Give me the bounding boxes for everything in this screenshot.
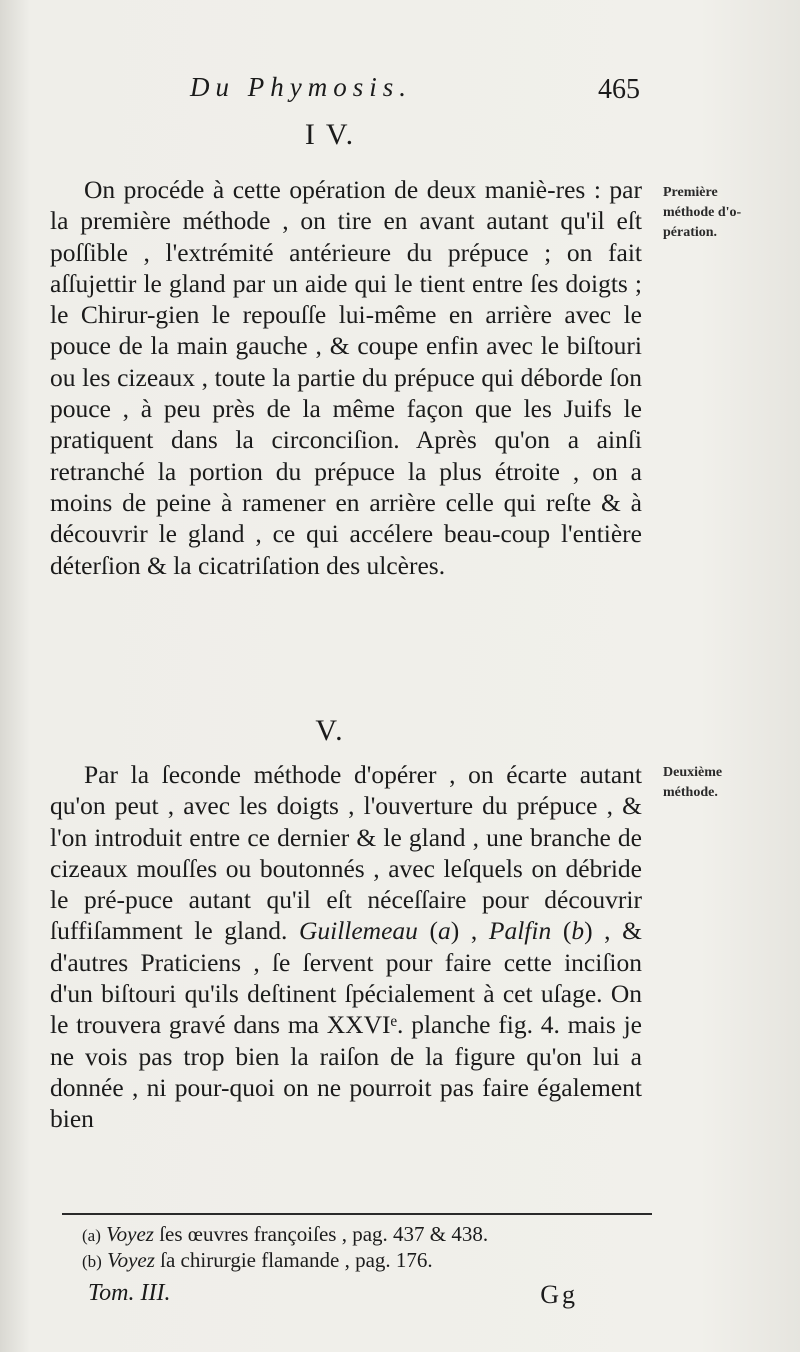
author-name-guillemeau: Guillemeau [298,916,418,946]
volume-mark: Tom. III. [88,1280,171,1306]
footnote-text: ſa chirurgie flamande , pag. 176. [154,1248,433,1272]
footnotes [82,1222,642,1274]
page-header [190,72,640,112]
footnote-a [82,1222,642,1248]
section-iv-paragraph [50,174,642,581]
footnote-b [82,1248,642,1274]
section-v-paragraph [50,759,642,1135]
text-run: ) , & d'autres Praticiens , ſe ſervent pour faire cette inciſion d'un biſtouri qu'ils deſtinent ſpécialement à cet uſage. On le trouvera gravé dans ma XXVIᵉ. planche fig. 4. mais je ne vois pas trop bien la raiſon de la figure qu'on lui a donnée , ni pour-quoi on ne pourroit pas faire également bien [50,916,642,1134]
footnote-divider [62,1213,652,1215]
text-run: ) , [450,916,489,946]
text-run: Par la ſeconde méthode d'opérer , on écarte autant qu'on peut , avec les doigts , l'ouverture du prépuce , & l'on introduit entre ce dernier & le gland , une branche de cizeaux mouſſes ou boutonnés , avec leſquels on débride le pré-puce autant qu'il eſt néceſſaire pour découvrir ſuffiſamment le gland. [50,760,642,946]
sidenote-line: méthode. [663,785,718,800]
footnote-voyez: Voyez [107,1248,155,1272]
text-run: ( [417,916,439,946]
footnote-mark: (b) [82,1252,102,1271]
signature-mark: Gg [540,1280,578,1309]
sidenote-premiere-methode [663,183,798,243]
footnote-voyez: Voyez [106,1222,154,1246]
section-heading-iv: I V. [304,118,356,151]
section-heading-v: V. [315,714,345,747]
author-name-palfin: Palfin [488,916,552,946]
footnote-text: ſes œuvres françoiſes , pag. 437 & 438. [153,1222,489,1246]
text-run: On procéde à cette opération de deux maniè-res : par la première méthode , on tire en avant autant qu'il eſt poſſible , l'extrémité antérieure du prépuce ; on fait aſſujettir le gland par un aide qui le tient entre ſes doigts ; le Chirur-gien le repouſſe lui-même en arrière avec le pouce de la main gauche , & coupe enfin avec le biſtouri ou les cizeaux , toute la partie du prépuce qui déborde ſon pouce , à peu près de la même façon que les Juifs le pratiquent dans la circonciſion. Après qu'on a ainſi retranché la portion du prépuce la plus étroite , on a moins de peine à ramener en arrière celle qui reſte & à découvrir le gland , ce qui accélere beau-coup l'entière déterſion & la cicatriſation des ulcères. [50,175,642,580]
sidenote-deuxieme-methode [663,763,798,803]
footnote-mark: (a) [82,1226,101,1245]
footnote-ref-b: b [571,916,585,946]
sidenote-line: Première [663,185,718,200]
page-number: 465 [598,74,640,105]
sidenote-line: méthode d'o- [663,205,742,220]
running-title: Du Phymosis. [190,72,412,102]
sidenote-line: Deuxième [663,765,723,780]
page-footer [88,1280,588,1312]
footnote-ref-a: a [438,916,451,946]
text-run: ( [551,916,572,946]
sidenote-line: pération. [663,225,718,240]
